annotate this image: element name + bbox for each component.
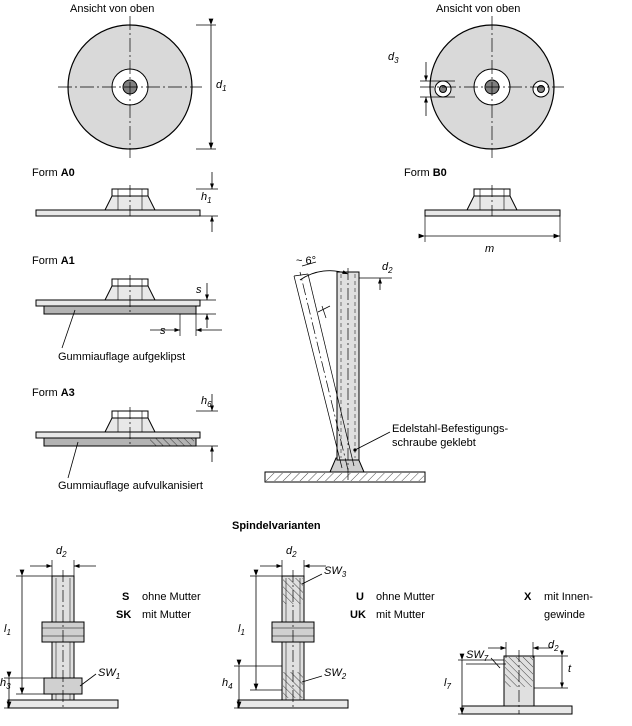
dimension-m: m bbox=[485, 243, 495, 255]
variant-code-u: U bbox=[356, 591, 364, 603]
dimension-d1: $d_1$ bbox=[216, 79, 227, 94]
note-angle: ~ 6° bbox=[296, 255, 316, 267]
dimension-s-horizontal: s bbox=[160, 325, 166, 337]
form-label-a1: Form A1 bbox=[32, 255, 75, 267]
dimension-h3: $h_3$ bbox=[0, 677, 11, 692]
variant-text-x-line2: gewinde bbox=[544, 609, 585, 621]
dimension-t: t bbox=[568, 663, 572, 675]
dimension-d2-variant2: $d_2$ bbox=[286, 545, 297, 560]
dimension-sw1: $SW_1$ bbox=[98, 667, 121, 682]
variant-code-uk: UK bbox=[350, 609, 366, 621]
dimension-h6: $h_6$ bbox=[201, 395, 212, 410]
title-top-view-left: Ansicht von oben bbox=[70, 3, 155, 15]
variant-text-x-line1: mit Innen- bbox=[544, 591, 593, 603]
dimension-h1: $h_1$ bbox=[201, 191, 212, 206]
form-label-b0: Form B0 bbox=[404, 167, 447, 179]
note-rubber-vulcanized: Gummiauflage aufvulkanisiert bbox=[58, 480, 203, 492]
variant-text-s: ohne Mutter bbox=[142, 591, 201, 603]
dimension-sw3: $SW_3$ bbox=[324, 565, 347, 580]
note-screw-glued-line1: Edelstahl-Befestigungs- bbox=[392, 423, 509, 435]
note-rubber-clipped: Gummiauflage aufgeklipst bbox=[58, 351, 186, 363]
variant-code-sk: SK bbox=[116, 609, 132, 621]
dimension-sw2: $SW_2$ bbox=[324, 667, 347, 682]
dimension-d2-variant1: $d_2$ bbox=[56, 545, 67, 560]
variant-code-x: X bbox=[524, 591, 532, 603]
dimension-d2-middle: $d_2$ bbox=[382, 261, 393, 276]
variant-code-s: S bbox=[122, 591, 130, 603]
title-top-view-right: Ansicht von oben bbox=[436, 3, 521, 15]
dimension-sw7: $SW_7$ bbox=[466, 649, 489, 664]
dimension-d3: $d_3$ bbox=[388, 51, 399, 66]
dimension-l1-variant1: $l_1$ bbox=[4, 623, 11, 638]
dimension-l1-variant2: $l_1$ bbox=[238, 623, 245, 638]
dimension-l7: $l_7$ bbox=[444, 677, 451, 692]
dimension-d2-variant3: $d_2$ bbox=[548, 639, 559, 654]
spindle-variants-title: Spindelvarianten bbox=[232, 520, 321, 532]
variant-text-u: ohne Mutter bbox=[376, 591, 435, 603]
variant-text-uk: mit Mutter bbox=[376, 609, 425, 621]
dimension-s-vertical: s bbox=[196, 284, 202, 296]
note-screw-glued-line2: schraube geklebt bbox=[392, 437, 476, 449]
form-label-a0: Form A0 bbox=[32, 167, 75, 179]
variant-text-sk: mit Mutter bbox=[142, 609, 191, 621]
form-label-a3: Form A3 bbox=[32, 387, 75, 399]
dimension-h4: $h_4$ bbox=[222, 677, 233, 692]
